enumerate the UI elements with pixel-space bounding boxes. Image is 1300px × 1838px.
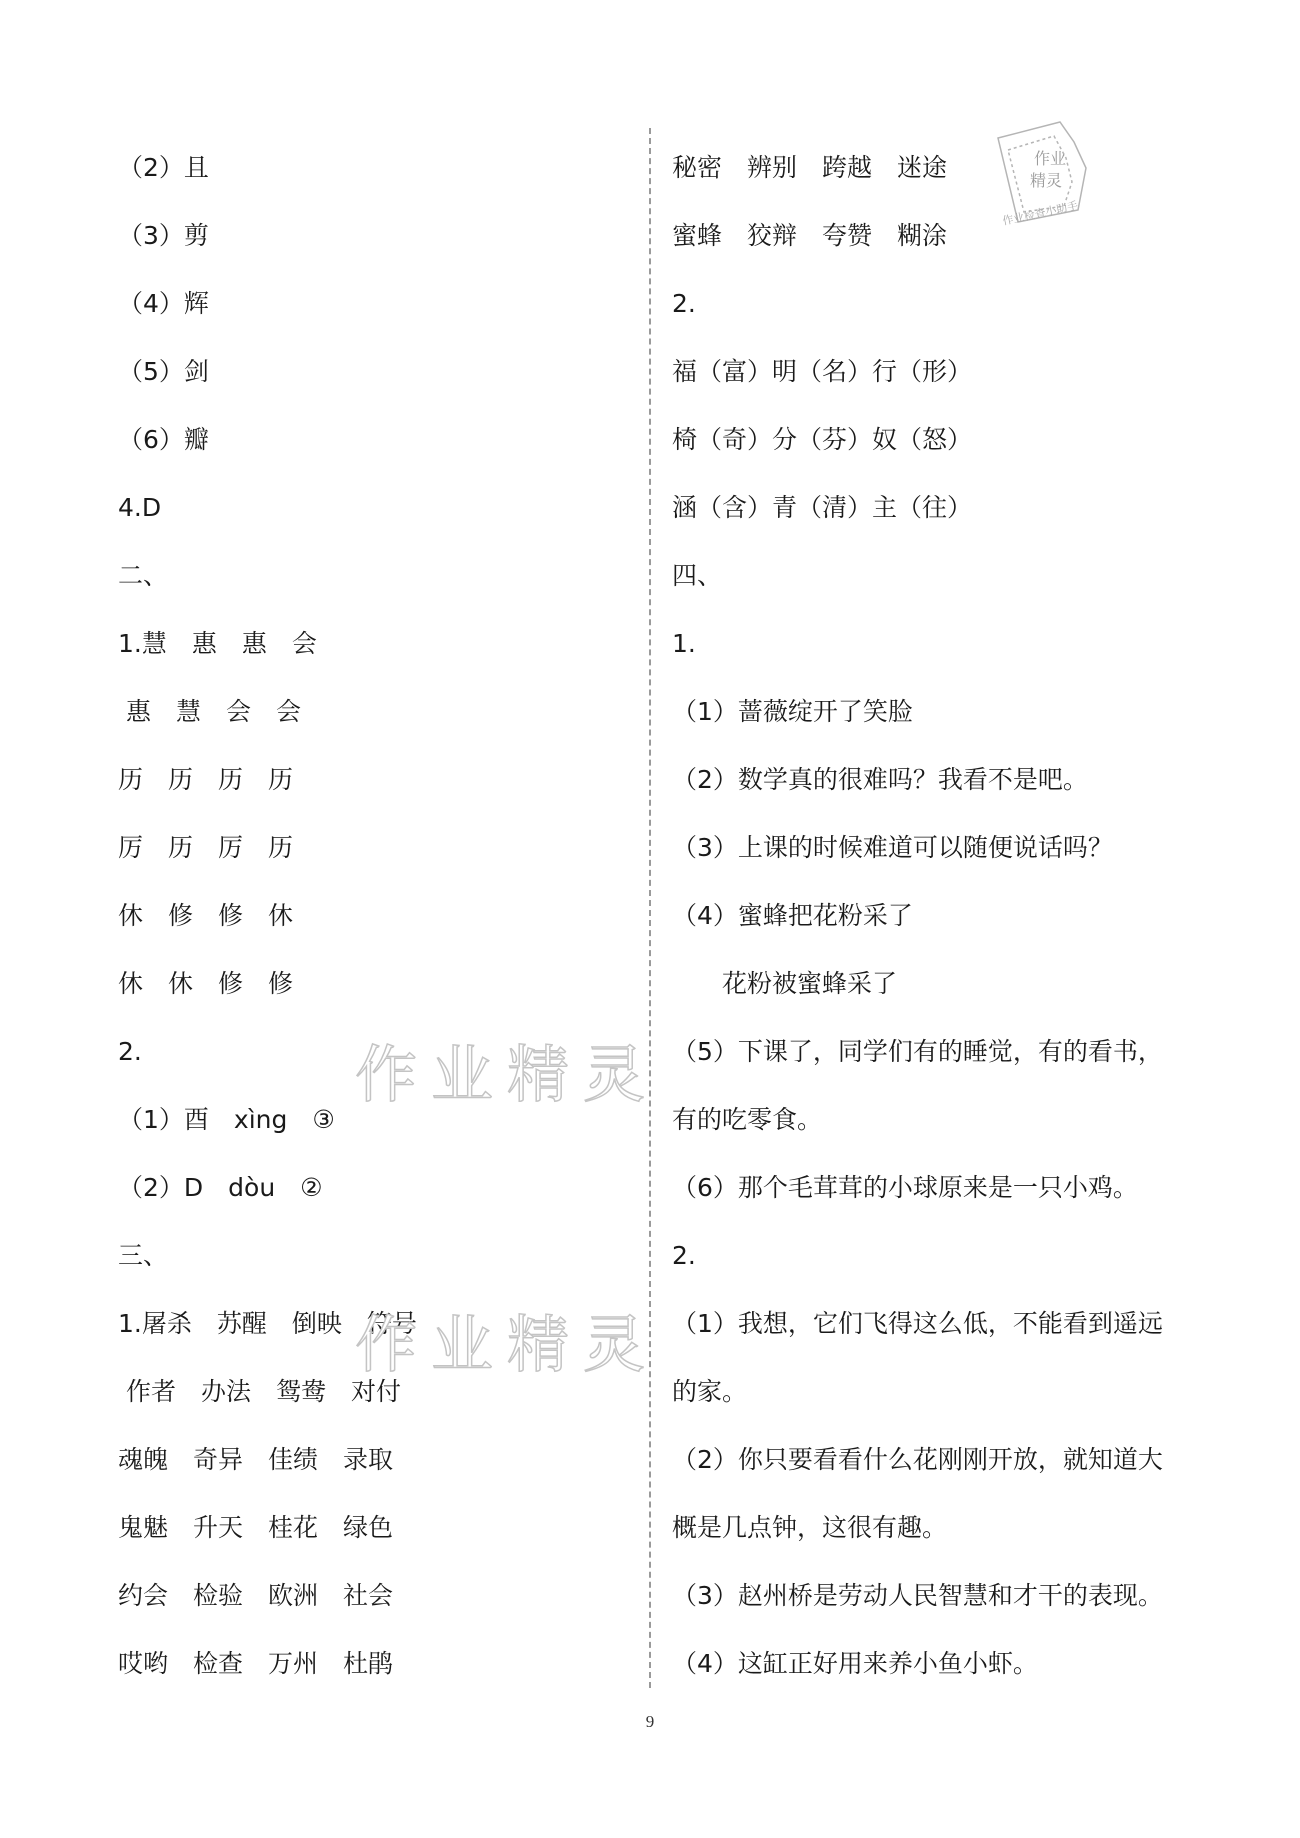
- right-line-23: （4）这缸正好用来养小鱼小虾。: [672, 1649, 1038, 1678]
- column-divider: [649, 128, 651, 1688]
- left-line-11: 厉 历 厉 历: [118, 833, 294, 862]
- left-line-15: （1）酉 xìng ③: [118, 1105, 335, 1134]
- right-line-20: （2）你只要看看什么花刚刚开放，就知道大: [672, 1445, 1163, 1474]
- right-line-15: 有的吃零食。: [672, 1105, 823, 1134]
- stamp-line-1: 作业: [1034, 149, 1067, 168]
- watermark-text: 作业精灵: [355, 1038, 660, 1111]
- right-line-16: （6）那个毛茸茸的小球原来是一只小鸡。: [672, 1173, 1138, 1202]
- right-line-5: 椅（奇）分（芬）奴（怒）: [672, 425, 973, 454]
- right-line-17: 2.: [672, 1241, 696, 1270]
- left-line-8: 1.慧 惠 惠 会: [118, 629, 317, 658]
- right-line-1: 秘密 辨别 跨越 迷途: [672, 153, 948, 182]
- stamp-line-2: 精灵: [1030, 171, 1063, 190]
- page-number: 9: [645, 1712, 655, 1731]
- left-line-20: 魂魄 奇异 佳绩 录取: [118, 1445, 394, 1474]
- right-section-heading-4: 四、: [672, 561, 723, 590]
- left-line-6: 4.D: [118, 493, 162, 522]
- left-section-heading-3: 三、: [118, 1241, 169, 1270]
- left-line-13: 休 休 修 修: [118, 969, 294, 998]
- right-line-4: 福（富）明（名）行（形）: [672, 357, 973, 386]
- left-line-12: 休 修 修 休: [118, 901, 294, 930]
- left-line-3: （4）辉: [118, 289, 209, 318]
- right-line-10: （2）数学真的很难吗？我看不是吧。: [672, 765, 1088, 794]
- right-line-11: （3）上课的时候难道可以随便说话吗？: [672, 833, 1113, 862]
- right-line-2: 蜜蜂 狡辩 夸赞 糊涂: [672, 221, 948, 250]
- right-line-19: 的家。: [672, 1377, 748, 1406]
- left-line-4: （5）剑: [118, 357, 209, 386]
- left-line-2: （3）剪: [118, 221, 209, 250]
- right-line-21: 概是几点钟，这很有趣。: [672, 1513, 948, 1542]
- left-line-23: 哎哟 检查 万州 杜鹃: [118, 1649, 394, 1678]
- right-line-18: （1）我想，它们飞得这么低，不能看到遥远: [672, 1309, 1163, 1338]
- right-line-12: （4）蜜蜂把花粉采了: [672, 901, 913, 930]
- right-line-14: （5）下课了，同学们有的睡觉，有的看书，: [672, 1037, 1163, 1066]
- left-line-1: （2）且: [118, 153, 209, 182]
- left-line-19: 作者 办法 鸳鸯 对付: [118, 1377, 401, 1406]
- stamp-caption: 作业检查小助手: [1001, 199, 1080, 228]
- left-line-10: 历 历 历 历: [118, 765, 294, 794]
- left-section-heading-2: 二、: [118, 561, 169, 590]
- left-line-16: （2）D dòu ②: [118, 1173, 323, 1202]
- left-line-18: 1.屠杀 苏醒 倒映 符号: [118, 1309, 417, 1338]
- watermark-text: 作业精灵: [355, 1308, 660, 1381]
- right-line-22: （3）赵州桥是劳动人民智慧和才干的表现。: [672, 1581, 1163, 1610]
- left-line-14: 2.: [118, 1037, 142, 1066]
- left-line-21: 鬼魅 升天 桂花 绿色: [118, 1513, 394, 1542]
- right-line-13: 花粉被蜜蜂采了: [672, 969, 898, 998]
- watermark-stamp-icon: [990, 118, 1100, 228]
- right-line-3: 2.: [672, 289, 696, 318]
- left-line-9: 惠 慧 会 会: [118, 697, 301, 726]
- left-line-5: （6）瓣: [118, 425, 209, 454]
- left-line-22: 约会 检验 欧洲 社会: [118, 1581, 394, 1610]
- right-line-9: （1）蔷薇绽开了笑脸: [672, 697, 913, 726]
- right-line-6: 涵（含）青（清）主（往）: [672, 493, 973, 522]
- right-line-8: 1.: [672, 629, 696, 658]
